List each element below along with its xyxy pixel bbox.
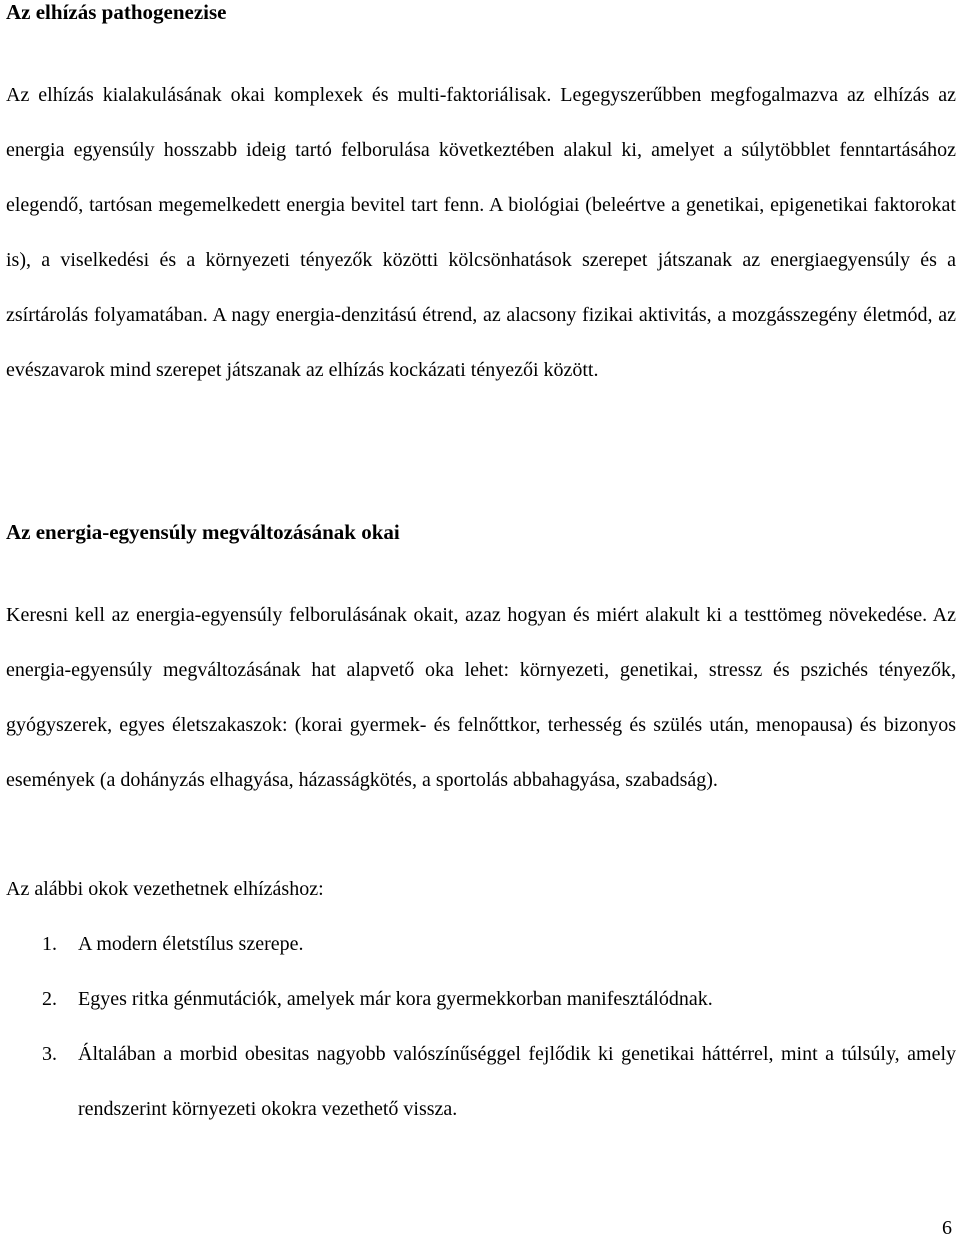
list-item-text: Általában a morbid obesitas nagyobb valószínűséggel fejlődik ki genetikai háttérrel, mint a túlsúly, amely rendszerint környezeti okokra vezethető vissza. [78,1043,956,1120]
causes-list [6,917,956,1137]
paragraph-pathogenesis: Az elhízás kialakulásának okai komplexek és multi-faktoriálisak. Legegyszerűbben megfogalmazva az elhízás az energia egyensúly hosszabb ideig tartó felborulása következtében alakul ki, amelyet a súlytöbblet fenntartásához elegendő, tartósan megemelkedett energia bevitel tart fenn. A biológiai (beleértve a genetikai, epigenetikai faktorokat is), a viselkedési és a környezeti tényezők közötti kölcsönhatások szerepet játszanak az energiaegyensúly és a zsírtárolás folyamatában. A nagy energia-denzitású étrend, az alacsony fizikai aktivitás, a mozgásszegény életmód, az evészavarok mind szerepet játszanak az elhízás kockázati tényezői között. [6,84,956,381]
section-title-pathogenesis: Az elhízás pathogenezise [6,0,227,24]
list-item [6,1027,956,1137]
list-item-text: Egyes ritka génmutációk, amelyek már kora gyermekkorban manifesztálódnak. [78,988,713,1010]
list-item-number: 2. [42,988,57,1010]
list-item-number: 1. [42,933,57,955]
page-number: 6 [942,1217,952,1239]
list-item-text: A modern életstílus szerepe. [78,933,304,955]
list-item-number: 3. [42,1043,57,1065]
paragraph-energy-balance: Keresni kell az energia-egyensúly felborulásának okait, azaz hogyan és miért alakult ki a testtömeg növekedése. Az energia-egyensúly megváltozásának hat alapvető oka lehet: környezeti, genetikai, stressz és pszichés tényezők, gyógyszerek, egyes életszakaszok: (korai gyermek- és felnőttkor, terhesség és szülés után, menopausa) és bizonyos események (a dohányzás elhagyása, házasságkötés, a sportolás abbahagyása, szabadság). [6,604,956,791]
document-page [6,0,956,1238]
list-intro: Az alábbi okok vezethetnek elhízáshoz: [6,878,324,900]
list-item [6,917,956,972]
section-title-energy-balance: Az energia-egyensúly megváltozásának okai [6,520,400,544]
list-item [6,972,956,1027]
